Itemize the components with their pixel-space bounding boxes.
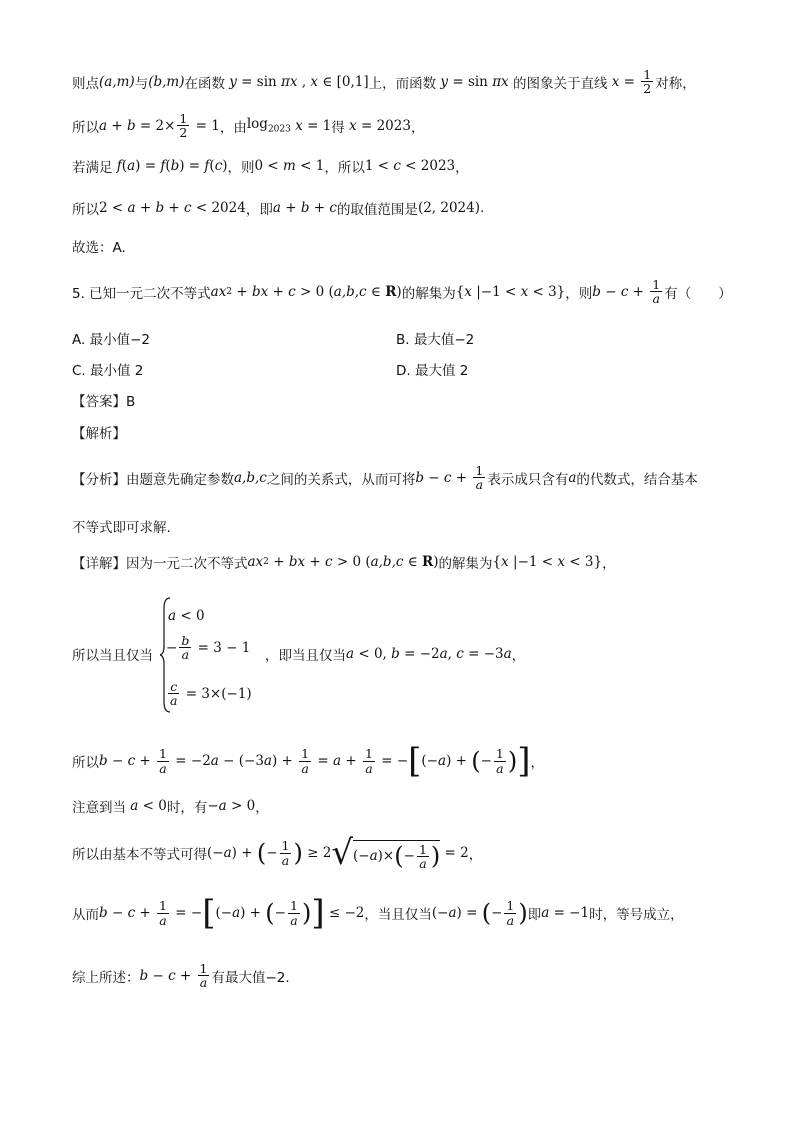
system-eq-1: a < 0	[168, 608, 205, 624]
option-d: D. 最大值 2	[396, 363, 469, 379]
option-a: A. 最小值−2	[72, 332, 150, 348]
detail-line-1: 【详解】因为一元二次不等式 ax 2 + bx + c > 0 ( a,b,c ∈ R) 的解集为 { x |−1 < x < 3} ，	[72, 554, 616, 572]
analysis-line-1: 【分析】由题意先确定参数 a,b,c 之间的关系式，从而可将 b − c + $\frac{1}{a}$ 表示成只含有 a 的代数式，结合基本	[72, 463, 698, 493]
analysis-line-2: 不等式即可求解.	[72, 520, 171, 536]
answer-label: 【答案】B	[72, 394, 136, 410]
text-line-4: 所以 2 < a + b + c < 2024 ，即 a + b + c 的取值范围是 (2, 2024) .	[72, 200, 485, 218]
conclusion: 综上所述： b − c + $\frac{1}{a}$ 有最大值−2.	[72, 961, 290, 991]
system-line: 所以当且仅当 ，即当且仅当 a < 0, b = −2 a , c = −3 a ，	[72, 646, 526, 664]
step-3: 所以由基本不等式可得 (− a ) + ( − $\frac{1}{a}$ ) ≥ 2 √ (− a )× ( − $\frac{1}{a}$ ) = 2 ，	[72, 833, 483, 873]
question-5: 5. 已知一元二次不等式 ax 2 + bx + c > 0 ( a,b,c ∈ R) 的解集为 { x |−1 < x < 3} ，则 b − c + $\frac{1}{a}$ 有（ ）	[72, 277, 732, 307]
option-c: C. 最小值 2	[72, 363, 144, 379]
analysis-label: 【解析】	[72, 426, 126, 442]
option-b: B. 最大值−2	[396, 332, 475, 348]
system-eq-3: $\frac{c}{a}$ = 3×(−1)	[170, 679, 252, 709]
text-line-1: 则点 (a,m) 与 (b,m) 在函数 y = sin πx , x ∈ [0,1] 上，而函数 y = sin πx 的图象关于直线 x = $\frac{1}{2}$ 对称，	[72, 67, 696, 97]
text-line-2: 所以 a + b = 2× $\frac{1}{2}$ = 1 ，由 $\log_{2023}$ x = 1 得 x = 2023 ，	[72, 111, 425, 141]
system-eq-2: − $\frac{b}{a}$ = 3 − 1	[166, 633, 251, 663]
step-2: 注意到当 a < 0 时，有 − a > 0 ，	[72, 798, 269, 816]
answer-choice-line: 故选：A.	[72, 240, 126, 256]
step-4: 从而 b − c + $\frac{1}{a}$ = − [ (− a ) + ( − $\frac{1}{a}$ ) ] ≤ −2 ，当且仅当 (− a ) = ( − $\frac{1}{a}$ ) 即 a = −1 时，等号成立，	[72, 893, 684, 933]
step-1: 所以 b − c + $\frac{1}{a}$ = −2 a − (−3 a ) + $\frac{1}{a}$ = a + $\frac{1}{a}$ = − [ (− a ) + ( − $\frac{1}{a}$ ) ] ，	[72, 741, 545, 781]
text-line-3: 若满足 f ( a ) = f ( b ) = f ( c ) ，则 0 < m < 1 ，所以 1 < c < 2023 ，	[72, 158, 469, 176]
